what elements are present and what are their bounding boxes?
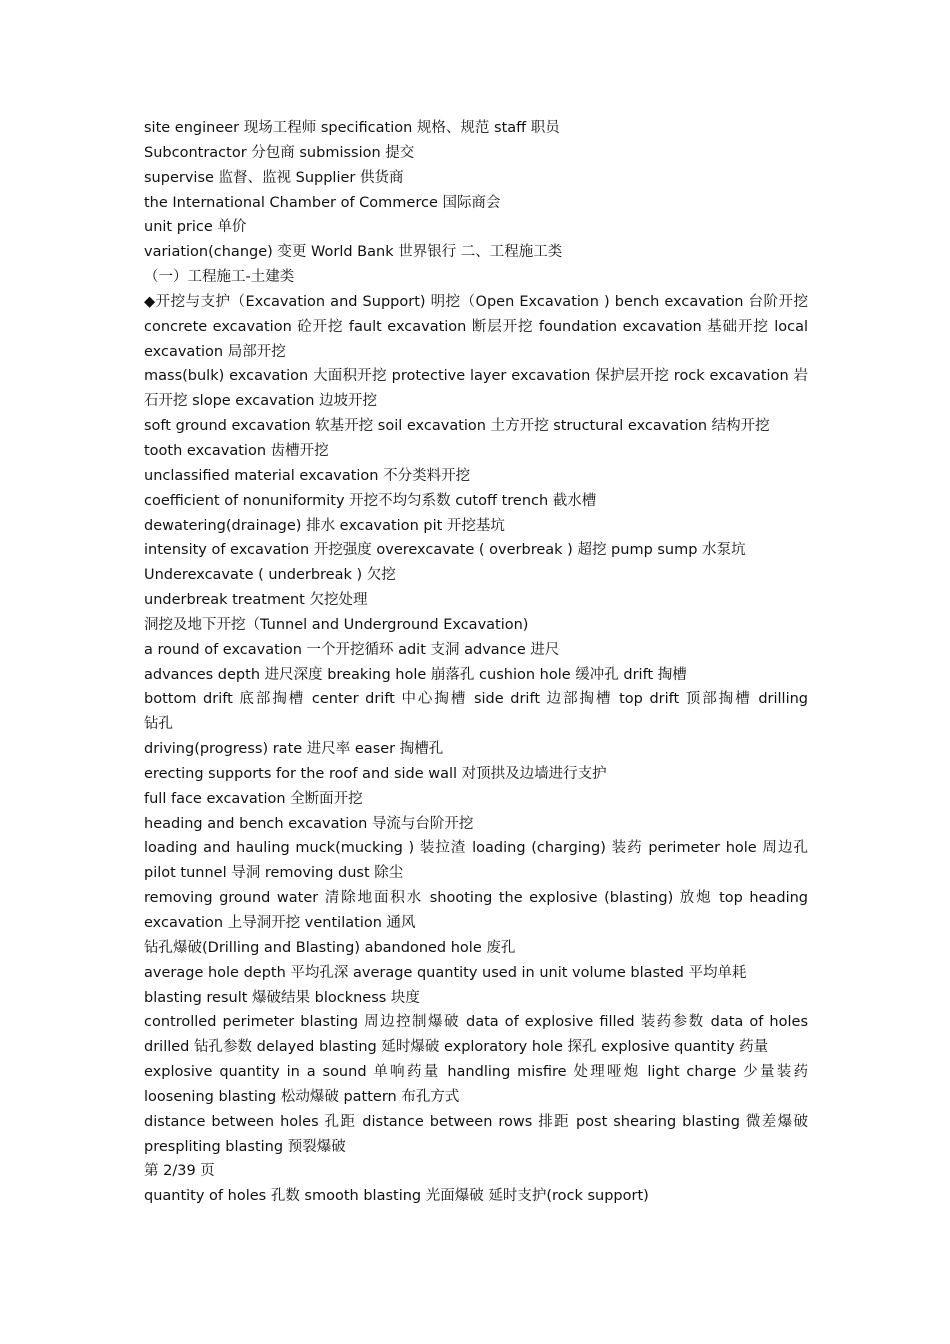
text-line: unit price 单价 bbox=[144, 219, 247, 236]
text-line: mass(bulk) excavation 大面积开挖 protective layer excavation 保护层开挖 rock excavation 岩 bbox=[144, 368, 808, 385]
section-heading: （一）工程施工-土建类 bbox=[144, 269, 295, 286]
text-line: driving(progress) rate 进尺率 easer 掏槽孔 bbox=[144, 741, 444, 758]
text-line: underbreak treatment 欠挖处理 bbox=[144, 592, 368, 609]
text-line: full face excavation 全断面开挖 bbox=[144, 790, 363, 807]
text-line: heading and bench excavation 导流与台阶开挖 bbox=[144, 815, 474, 832]
text-line: distance between holes 孔距 distance between rows 排距 post shearing blasting 微差爆破 bbox=[144, 1113, 808, 1130]
text-line: average hole depth 平均孔深 average quantity used in unit volume blasted 平均单耗 bbox=[144, 964, 747, 981]
text-line: coefficient of nonuniformity 开挖不均匀系数 cutoff trench 截水槽 bbox=[144, 492, 597, 509]
text-line: Subcontractor 分包商 submission 提交 bbox=[144, 144, 415, 161]
text-line: tooth excavation 齿槽开挖 bbox=[144, 442, 329, 459]
text-line: dewatering(drainage) 排水 excavation pit 开挖基坑 bbox=[144, 517, 505, 534]
text-line: 石开挖 slope excavation 边坡开挖 bbox=[144, 393, 377, 410]
text-line: excavation 上导洞开挖 ventilation 通风 bbox=[144, 915, 416, 931]
text-line: loosening blasting 松动爆破 pattern 布孔方式 bbox=[144, 1088, 460, 1105]
text-line: explosive quantity in a sound 单响药量 handling misfire 处理哑炮 light charge 少量装药 bbox=[144, 1064, 808, 1081]
text-line: a round of excavation 一个开挖循环 adit 支洞 advance 进尺 bbox=[144, 641, 560, 658]
section-heading: 钻孔爆破(Drilling and Blasting) abandoned hole 废孔 bbox=[144, 939, 516, 956]
text-line: unclassified material excavation 不分类料开挖 bbox=[144, 467, 471, 484]
page-number: 第 2/39 页 bbox=[144, 1163, 215, 1180]
text-line: blasting result 爆破结果 blockness 块度 bbox=[144, 989, 420, 1006]
section-heading: 洞挖及地下开挖（Tunnel and Underground Excavation) bbox=[144, 616, 529, 633]
text-line: pilot tunnel 导洞 removing dust 除尘 bbox=[144, 865, 404, 882]
text-line: site engineer 现场工程师 specification 规格、规范 staff 职员 bbox=[144, 120, 560, 136]
text-line: supervise 监督、监视 Supplier 供货商 bbox=[144, 169, 404, 186]
text-line: 钻孔 bbox=[144, 716, 173, 733]
text-line: concrete excavation 砼开挖 fault excavation 断层开挖 foundation excavation 基础开挖 local bbox=[144, 318, 808, 335]
text-line: drilled 钻孔参数 delayed blasting 延时爆破 exploratory hole 探孔 explosive quantity 药量 bbox=[144, 1039, 769, 1056]
text-line: variation(change) 变更 World Bank 世界银行 二、工程施工类 bbox=[144, 244, 563, 261]
text-line: the International Chamber of Commerce 国际商会 bbox=[144, 194, 501, 211]
text-line: removing ground water 清除地面积水 shooting the explosive (blasting) 放炮 top heading bbox=[144, 890, 808, 907]
text-line: soft ground excavation 软基开挖 soil excavation 土方开挖 structural excavation 结构开挖 bbox=[144, 418, 770, 435]
text-line: bottom drift 底部掏槽 center drift 中心掏槽 side drift 边部掏槽 top drift 顶部掏槽 drilling bbox=[144, 691, 808, 708]
text-line: advances depth 进尺深度 breaking hole 崩落孔 cushion hole 缓冲孔 drift 掏槽 bbox=[144, 666, 687, 683]
text-line: excavation 局部开挖 bbox=[144, 343, 286, 360]
text-line: intensity of excavation 开挖强度 overexcavate ( overbreak ) 超挖 pump sump 水泵坑 bbox=[144, 542, 746, 559]
text-line: controlled perimeter blasting 周边控制爆破 data of explosive filled 装药参数 data of holes bbox=[144, 1014, 808, 1031]
text-line: erecting supports for the roof and side wall 对顶拱及边墙进行支护 bbox=[144, 765, 607, 782]
text-line: quantity of holes 孔数 smooth blasting 光面爆破 延时支护(rock support) bbox=[144, 1188, 649, 1205]
text-line: ◆开挖与支护（Excavation and Support) 明挖（Open Excavation ) bench excavation 台阶开挖 bbox=[144, 293, 808, 310]
text-line: Underexcavate ( underbreak ) 欠挖 bbox=[144, 567, 396, 584]
text-line: loading and hauling muck(mucking ) 装拉渣 loading (charging) 装药 perimeter hole 周边孔 bbox=[144, 840, 808, 857]
document-page bbox=[144, 116, 808, 1209]
text-line: prespliting blasting 预裂爆破 bbox=[144, 1138, 346, 1155]
